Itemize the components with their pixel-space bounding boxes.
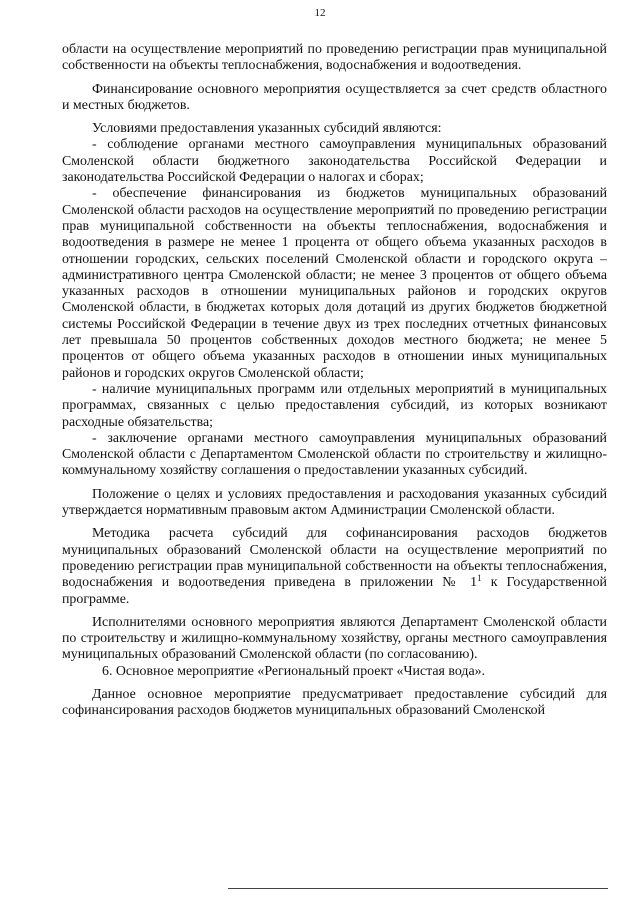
paragraph: Условиями предоставления указанных субсидий являются: bbox=[92, 121, 442, 137]
methodology-paragraph bbox=[62, 526, 607, 607]
paragraph: - наличие муниципальных программ или отдельных мероприятий в муниципальных программах, связанных с целью предоставления субсидий, из которых возникают расходные обязательства; bbox=[62, 381, 607, 430]
page-number: 12 bbox=[314, 7, 326, 19]
paragraph: Положение о целях и условиях предоставления и расходования указанных субсидий утверждается нормативным правовым актом Администрации Смоленской области. bbox=[62, 486, 607, 519]
paragraph: - заключение органами местного самоуправления муниципальных образований Смоленской области с Департаментом Смоленской области по строительству и жилищно-коммунальному хозяйству соглашения о предоставлении указанных субсидий. bbox=[62, 430, 607, 479]
methodology-text: Методика расчета субсидий для софинансирования расходов бюджетов муниципальных образований Смоленской области на осуществление мероприятий по проведению регистрации прав муниципальной собственности на объекты теплоснабжения, водоснабжения и водоотведения приведена в приложении № 1 bbox=[62, 526, 607, 591]
document-body bbox=[62, 42, 607, 720]
paragraph: области на осуществление мероприятий по проведению регистрации прав муниципальной собственности на объекты теплоснабжения, водоснабжения и водоотведения. bbox=[62, 42, 607, 74]
paragraph: Финансирование основного мероприятия осуществляется за счет средств областного и местных бюджетов. bbox=[62, 81, 607, 113]
paragraph: - соблюдение органами местного самоуправления муниципальных образований Смоленской области бюджетного законодательства Российской Федерации и законодательства Российской Федерации о налогах и сборах; bbox=[62, 137, 607, 186]
paragraph: - обеспечение финансирования из бюджетов муниципальных образований Смоленской области расходов на осуществление мероприятий по проведению регистрации прав муниципальной собственности на объекты теплоснабжения, водоснабжения и водоотведения в размере не менее 1 процента от общего объема указанных расходов в отношении городских, сельских поселений Смоленской области и городского округа – административного центра Смоленской области; не менее 3 процентов от общего объема указанных расходов в отношении муниципальных районов и городских округов Смоленской области, в бюджетах которых доля дотаций из других бюджетов бюджетной системы Российской Федерации в течение двух из трех последних отчетных финансовых лет превышала 50 процентов собственных доходов местного бюджета; не менее 5 процентов от общего объема указанных расходов в отношении иных муниципальных районов и городских округов Смоленской области; bbox=[62, 186, 607, 381]
footer-rule bbox=[228, 888, 608, 889]
section-heading: 6. Основное мероприятие «Региональный проект «Чистая вода». bbox=[102, 663, 486, 679]
methodology-tail: к Государственной программе. bbox=[62, 575, 607, 607]
paragraph-list bbox=[62, 42, 607, 519]
executors-paragraph: Исполнителями основного мероприятия являются Департамент Смоленской области по строительству и жилищно-коммунальному хозяйству, органы местного самоуправления муниципальных образований Смоленской области (по согласованию). bbox=[62, 614, 607, 663]
appendix-superscript: 1 bbox=[477, 573, 482, 584]
final-paragraph: Данное основное мероприятие предусматривает предоставление субсидий для софинансирования расходов бюджетов муниципальных образований Смоленской bbox=[62, 686, 607, 719]
